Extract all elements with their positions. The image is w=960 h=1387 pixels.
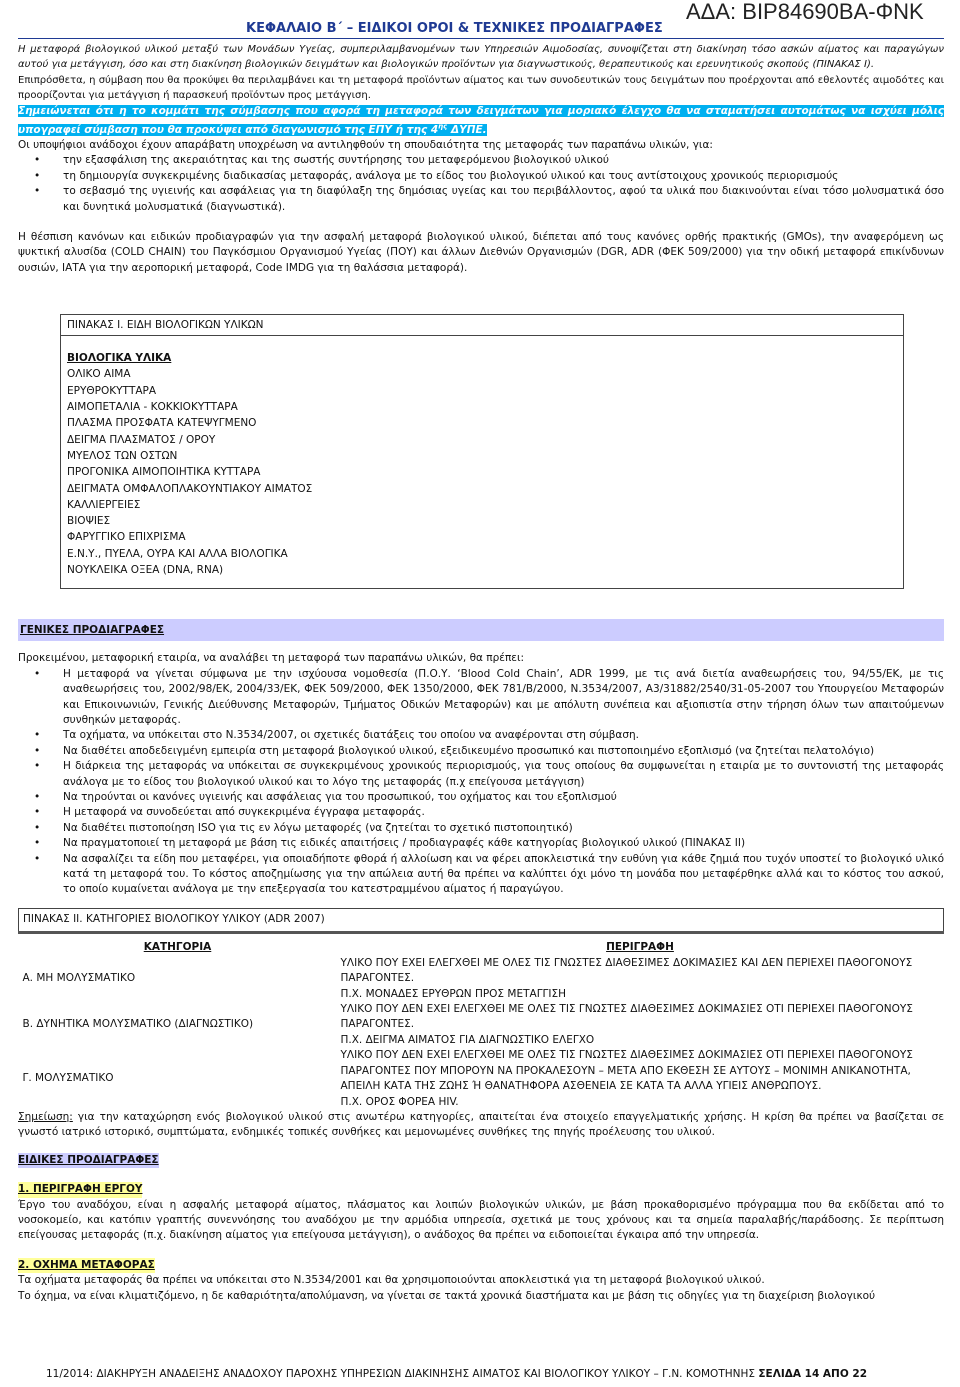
highlight-end: ΔΥΠΕ. <box>447 123 487 136</box>
materials-list <box>61 336 903 588</box>
list-item: ΕΡΥΘΡΟΚΥΤΤΑΡΑ <box>67 384 157 397</box>
column-header-description: ΠΕΡΙΓΡΑΦΗ <box>606 941 674 954</box>
list-item: • την εξασφάλιση της ακεραιότητας και της σωστής συντήρησης του μεταφερόμενου βιολογικού υλικού <box>18 153 944 168</box>
section-2-line-2: Το όχημα, να είναι κλιματιζόμενο, η δε καθαριότητα/απολύμανση, να γίνεται σε τακτά χρονικά διαστήματα και με βάση τις οδηγίες για τη διαχείριση βιολογικού <box>18 1289 876 1302</box>
list-item: • Η μεταφορά να γίνεται σύμφωνα με την ισχύουσα νομοθεσία (Π.Ο.Υ. ‘Blood Cold Chain’, ADR 1999, με τις ανά διετία αναθεωρήσεις του, 94/55/ΕΚ, με τις αναθεωρήσεις του, 2002/98/ΕΚ, 2004/33/ΕΚ, ΦΕΚ 509/2000, ΦΕΚ 1350/2000, ΦΕΚ 781/Β/2000, Ν.3534/2007, Α3/31882/2540/31-05-2007 του Υπουργείου Μεταφορών και Επικοινωνιών, Γενικής Διεύθυνσης Μεταφορών, Τμήματος Οδικών Μεταφορών) και με απόλυτη συνέπεια και αξιοπιστία στην τήρηση όλων των απαιτούμενων συνθηκών μεταφοράς. <box>18 667 944 729</box>
category-cell: Β. ΔΥΝΗΤΙΚΑ ΜΟΛΥΣΜΑΤΙΚΟ (ΔΙΑΓΝΩΣΤΙΚΟ) <box>22 1018 254 1031</box>
list-item: ΠΛΑΣΜΑ ΠΡΟΣΦΑΤΑ ΚΑΤΕΨΥΓΜΕΝΟ <box>67 417 257 430</box>
category-cell: Α. ΜΗ ΜΟΛΥΣΜΑΤΙΚΟ <box>22 972 136 985</box>
materials-heading: ΒΙΟΛΟΓΙΚΑ ΥΛΙΚΑ <box>67 352 172 365</box>
list-item: ΔΕΙΓΜΑ ΠΛΑΣΜΑΤΟΣ / ΟΡΟΥ <box>67 433 216 446</box>
section-1-heading: 1. ΠΕΡΙΓΡΑΦΗ ΕΡΓΟΥ <box>18 1182 142 1197</box>
list-item: • το σεβασμό της υγιεινής και ασφάλειας για τη διαφύλαξη της δημόσιας υγείας και του περιβάλλοντος, αφού τα υλικά που διακινούνται είναι τόσο μολυσματικά όσο και δυνητικά μολυσματικά (διαγνωστικά). <box>18 184 944 215</box>
table-note <box>18 1110 944 1141</box>
rules-paragraph: Η θέσπιση κανόνων και ειδικών προδιαγραφών για την ασφαλή μεταφορά βιολογικού υλικού, διέπεται από τους κανόνες ορθής πρακτικής (GMOs), την αναφερόμενη ως ψυκτική αλυσίδα (COLD CHAIN) του Παγκόσμιου Οργανισμού Υγείας (ΠΟΥ) και άλλων Διεθνών Οργανισμών (DGR, ADR (ΦΕΚ 509/2000) για την οδική μεταφορά επικίνδυνων ουσιών, ΙΑΤΑ για την αεροπορική μεταφορά, Code IMDG για τη θαλάσσια μεταφορά). <box>18 230 944 274</box>
table-biological-materials <box>60 314 904 589</box>
ada-code: ΑΔΑ: ΒΙΡ84690ΒΑ-ΦΝΚ <box>686 0 924 24</box>
list-item: ΑΙΜΟΠΕΤΑΛΙΑ - ΚΟΚΚΙΟΚΥΤΤΑΡΑ <box>67 401 238 414</box>
highlight-text: Σημειώνεται ότι η το κομμάτι της σύμβασης που αφορά τη μεταφορά των δειγμάτων για μοριακό έλεγχο θα να σταματήσει αυτομάτως να ισχύει μόλις υπογραφεί σύμβαση που θα προκύψει από διαγωνισμό της ΕΠΥ ή της 4 <box>18 104 944 136</box>
list-item: ΒΙΟΨΙΕΣ <box>67 515 111 528</box>
list-item: ΟΛΙΚΟ ΑΙΜΑ <box>67 368 131 381</box>
list-item: ΚΑΛΛΙΕΡΓΕΙΕΣ <box>67 498 141 511</box>
intro-paragraph-2: Επιπρόσθετα, η σύμβαση που θα προκύψει θα περιλαμβάνει και τη μεταφορά προϊόντων αίματος και των συνοδευτικών τους δειγμάτων που προέρχονται από εθελοντές αιμοδότες και προορίζονται για μετάγγιση ή παρασκευή προϊόντων προς μετάγγιση. <box>18 74 944 102</box>
document-body <box>18 40 944 1304</box>
page-header <box>0 0 960 40</box>
note-label: Σημείωση: <box>18 1110 73 1123</box>
highlight-note <box>18 104 944 138</box>
section-1-text: Έργο του αναδόχου, είναι η ασφαλής μεταφορά αίματος, πλάσματος και λοιπών βιολογικών υλικών, με βάση προκαθορισμένο πρόγραμμα που θα εκδίδεται από το νοσοκομείο, και κατόπιν γραπτής συνεννόησης του αναδόχου με την αρμόδια υπηρεσία, σχετικά με τους χρόνους και τα σημεία παραλαβής/παράδοσης. Σε περίπτωση επείγουσας μεταφοράς (π.χ. διακίνηση αίματος για επείγουσα μετάγγιση), ο ανάδοχος θα πρέπει να ειδοποιείται έγκαιρα από την υπηρεσία. <box>18 1198 944 1242</box>
list-item: ΔΕΙΓΜΑΤΑ ΟΜΦΑΛΟΠΛΑΚΟΥΝΤΙΑΚΟΥ ΑΙΜΑΤΟΣ <box>67 482 313 495</box>
page-number: ΣΕΛΙΔΑ 14 ΑΠΟ 22 <box>758 1368 868 1380</box>
list-item: ΦΑΡΥΓΓΙΚΟ ΕΠΙΧΡΙΣΜΑ <box>67 531 186 544</box>
table-title: ΠΙΝΑΚΑΣ Ι. ΕΙΔΗ ΒΙΟΛΟΓΙΚΩΝ ΥΛΙΚΩΝ <box>61 315 903 336</box>
list-item: • Να ασφαλίζει τα είδη που μεταφέρει, για οποιαδήποτε φθορά ή αλλοίωση και να φέρει αποκλειστικά την ευθύνη για κάθε ζημιά που τυχόν υποστεί το βιολογικό υλικό κατά τη μεταφορά του. Το κόστος αποζημίωσης για την απώλεια αυτή θα πρέπει να καλύπτει όχι μόνο τη μονάδα που μεταφέρθηκε αλλά και το κόστος του ασκού, το οποίο κυμαίνεται ανάλογα με την επεξεργασία του κατεστραμμένου αίματος ή παραγώγου. <box>18 852 944 898</box>
general-specs-list <box>18 667 944 898</box>
list-item: • Να πραγματοποιεί τη μεταφορά με βάση τις ειδικές απαιτήσεις / προδιαγραφές κάθε κατηγορίας βιολογικού υλικού (ΠΙΝΑΚΑΣ ΙΙ) <box>18 836 944 851</box>
chapter-title: ΚΕΦΑΛΑΙΟ Β΄ – ΕΙΔΙΚΟΙ ΟΡΟΙ & ΤΕΧΝΙΚΕΣ ΠΡΟΔΙΑΓΡΑΦΕΣ <box>246 21 663 36</box>
header-rule <box>18 38 944 39</box>
section-2-heading: 2. ΟΧΗΜΑ ΜΕΤΑΦΟΡΑΣ <box>18 1258 155 1273</box>
list-item: ΝΟΥΚΛΕΙΚΑ ΟΞΕΑ (DNA, RNA) <box>67 564 224 577</box>
general-lead: Προκειμένου, μεταφορική εταιρία, να αναλάβει τη μεταφορά των παραπάνω υλικών, θα πρέπει: <box>18 652 525 665</box>
section-2-line-1: Τα οχήματα μεταφοράς θα πρέπει να υπόκειται στο Ν.3534/2001 και θα χρησιμοποιούνται αποκλειστικά για τη μεταφορά βιολογικού υλικού. <box>18 1274 765 1287</box>
list-item: Ε.Ν.Υ., ΠΥΕΛΑ, ΟΥΡΑ ΚΑΙ ΑΛΛΑ ΒΙΟΛΟΓΙΚΑ <box>67 547 288 560</box>
column-header-category: ΚΑΤΗΓΟΡΙΑ <box>143 941 212 954</box>
highlight-sup: ης <box>438 122 448 131</box>
list-item: • Να τηρούνται οι κανόνες υγιεινής και ασφάλειας για του προσωπικού, του οχήματος και του εξοπλισμού <box>18 790 944 805</box>
obligation-paragraph: Οι υποψήφιοι ανάδοχοι έχουν απαράβατη υποχρέωση να αντιληφθούν τη σπουδαιότητα της μεταφοράς των παραπάνω υλικών, για: <box>18 138 713 151</box>
note-text: για την καταχώρηση ενός βιολογικού υλικού στις ανωτέρω κατηγορίες, απαιτείται ένα στοιχείο επαγγελματικής χρήσης. Η κρίση θα πρέπει να βασίζεται σε γνωστό ιατρικό ιστορικό, συμπτώματα, ενδημικές τοπικές συνθήκες και μεμονωμένες συνθήκες της πηγής προέλευσης του υλικού. <box>18 1110 944 1139</box>
table-row <box>19 956 944 1002</box>
list-item: ΠΡΟΓΟΝΙΚΑ ΑΙΜΟΠΟΙΗΤΙΚΑ ΚΥΤΤΑΡΑ <box>67 466 261 479</box>
description-cell: ΥΛΙΚΟ ΠΟΥ ΔΕΝ ΕΧΕΙ ΕΛΕΓΧΘΕΙ ΜΕ ΟΛΕΣ ΤΙΣ ΓΝΩΣΤΕΣ ΔΙΑΘΕΣΙΜΕΣ ΔΟΚΙΜΑΣΙΕΣ ΟΤΙ ΠΕΡΙΕΧΕΙ ΠΑΘΟΓΟΝΟΥΣ ΠΑΡΑΓΟΝΤΕΣ ΠΟΥ ΜΠΟΡΟΥΝ ΝΑ ΠΡΟΚΑΛΕΣΟΥΝ – ΜΕΤΑ ΑΠΟ ΕΚΘΕΣΗ ΣΕ ΑΥΤΟΥΣ – ΜΟΝΙΜΗ ΑΝΙΚΑΝΟΤΗΤΑ, ΑΠΕΙΛΗ ΚΑΤΑ ΤΗΣ ΖΩΗΣ Ή ΘΑΝΑΤΗΦΟΡΑ ΑΣΘΕΝΕΙΑ ΣΕ ΚΑΤΑ ΤΑ ΑΛΛΑ ΥΓΙΕΙΣ ΑΝΘΡΩΠΟΥΣ. Π.Χ. ΟΡΟΣ ΦΟΡΕΑ HIV. <box>340 1049 913 1108</box>
list-item: • τη δημιουργία συγκεκριμένης διαδικασίας μεταφοράς, ανάλογα με το είδος του βιολογικού υλικού και τους αντίστοιχους χρονικούς περιορισμούς <box>18 169 944 184</box>
list-item: • Τα οχήματα, να υπόκειται στο Ν.3534/2007, οι σχετικές διατάξεις του οποίου να αναφέρονται στη σύμβαση. <box>18 728 944 743</box>
table-title: ΠΙΝΑΚΑΣ ΙΙ. ΚΑΤΗΓΟΡΙΕΣ ΒΙΟΛΟΓΙΚΟΥ ΥΛΙΚΟΥ (ADR 2007) <box>19 908 944 932</box>
table-row <box>19 1002 944 1048</box>
table-row <box>19 1048 944 1110</box>
list-item: ΜΥΕΛΟΣ ΤΩΝ ΟΣΤΩΝ <box>67 449 178 462</box>
list-item: • Η μεταφορά να συνοδεύεται από συγκεκριμένα έγγραφα μεταφοράς. <box>18 805 944 820</box>
general-specs-heading: ΓΕΝΙΚΕΣ ΠΡΟΔΙΑΓΡΑΦΕΣ <box>18 619 944 641</box>
footer-text: 11/2014: ΔΙΑΚΗΡΥΞΗ ΑΝΑΔΕΙΞΗΣ ΑΝΑΔΟΧΟΥ ΠΑΡΟΧΗΣ ΥΠΗΡΕΣΙΩΝ ΔΙΑΚΙΝΗΣΗΣ ΑΙΜΑΤΟΣ ΚΑΙ ΒΙΟΛΟΓΙΚΟΥ ΥΛΙΚΟΥ – Γ.Ν. ΚΟΜΟΤΗΝΗΣ ΣΕΛΙΔΑ 14 ΑΠΟ 22 <box>46 1368 868 1380</box>
obligation-list <box>18 153 944 215</box>
category-cell: Γ. ΜΟΛΥΣΜΑΤΙΚΟ <box>22 1072 114 1085</box>
description-cell: ΥΛΙΚΟ ΠΟΥ ΔΕΝ ΕΧΕΙ ΕΛΕΓΧΘΕΙ ΜΕ ΟΛΕΣ ΤΙΣ ΓΝΩΣΤΕΣ ΔΙΑΘΕΣΙΜΕΣ ΔΟΚΙΜΑΣΙΕΣ ΟΤΙ ΠΕΡΙΕΧΕΙ ΠΑΘΟΓΟΝΟΥΣ ΠΑΡΑΓΟΝΤΕΣ. Π.Χ. ΔΕΙΓΜΑ ΑΙΜΑΤΟΣ ΓΙΑ ΔΙΑΓΝΩΣΤΙΚΟ ΕΛΕΓΧΟ <box>340 1003 913 1046</box>
list-item: • Η διάρκεια της μεταφοράς να υπόκειται σε συγκεκριμένους χρονικούς περιορισμούς, για τους οποίους θα συμφωνείται η εταιρία με το συντονιστή της μεταφοράς ανάλογα με το είδος του βιολογικού υλικού και το λόγο της μεταφοράς (π.χ επείγουσα μετάγγιση) <box>18 759 944 790</box>
description-cell: ΥΛΙΚΟ ΠΟΥ ΕΧΕΙ ΕΛΕΓΧΘΕΙ ΜΕ ΟΛΕΣ ΤΙΣ ΓΝΩΣΤΕΣ ΔΙΑΘΕΣΙΜΕΣ ΔΟΚΙΜΑΣΙΕΣ ΚΑΙ ΔΕΝ ΠΕΡΙΕΧΕΙ ΠΑΘΟΓΟΝΟΥΣ ΠΑΡΑΓΟΝΤΕΣ. Π.Χ. ΜΟΝΑΔΕΣ ΕΡΥΘΡΩΝ ΠΡΟΣ ΜΕΤΑΓΓΙΣΗ <box>340 956 913 1000</box>
intro-paragraph-1: Η μεταφορά βιολογικού υλικού μεταξύ των Μονάδων Υγείας, συμπεριλαμβανομένων των Υπηρεσιών Αιμοδοσίας, συνοψίζεται στη διακίνηση τόσο ασκών αίματος και παραγώγων αυτού για μετάγγιση, όσο και στη διακίνηση βιολογικών δειγμάτων και βιολογικών προϊόντων για διαγνωστικούς, θεραπευτικούς και ερευνητικούς σκοπούς (ΠΙΝΑΚΑΣ Ι). <box>18 44 944 71</box>
table-categories <box>18 908 944 1110</box>
list-item: • Να διαθέτει πιστοποίηση ISO για τις εν λόγω μεταφορές (να ζητείται το σχετικό πιστοποιητικό) <box>18 821 944 836</box>
list-item: • Να διαθέτει αποδεδειγμένη εμπειρία στη μεταφορά βιολογικού υλικού, εξειδικευμένο προσωπικό και πιστοποιημένο εξοπλισμό (να ζητείται πελατολόγιο) <box>18 744 944 759</box>
special-specs-heading: ΕΙΔΙΚΕΣ ΠΡΟΔΙΑΓΡΑΦΕΣ <box>18 1153 159 1168</box>
